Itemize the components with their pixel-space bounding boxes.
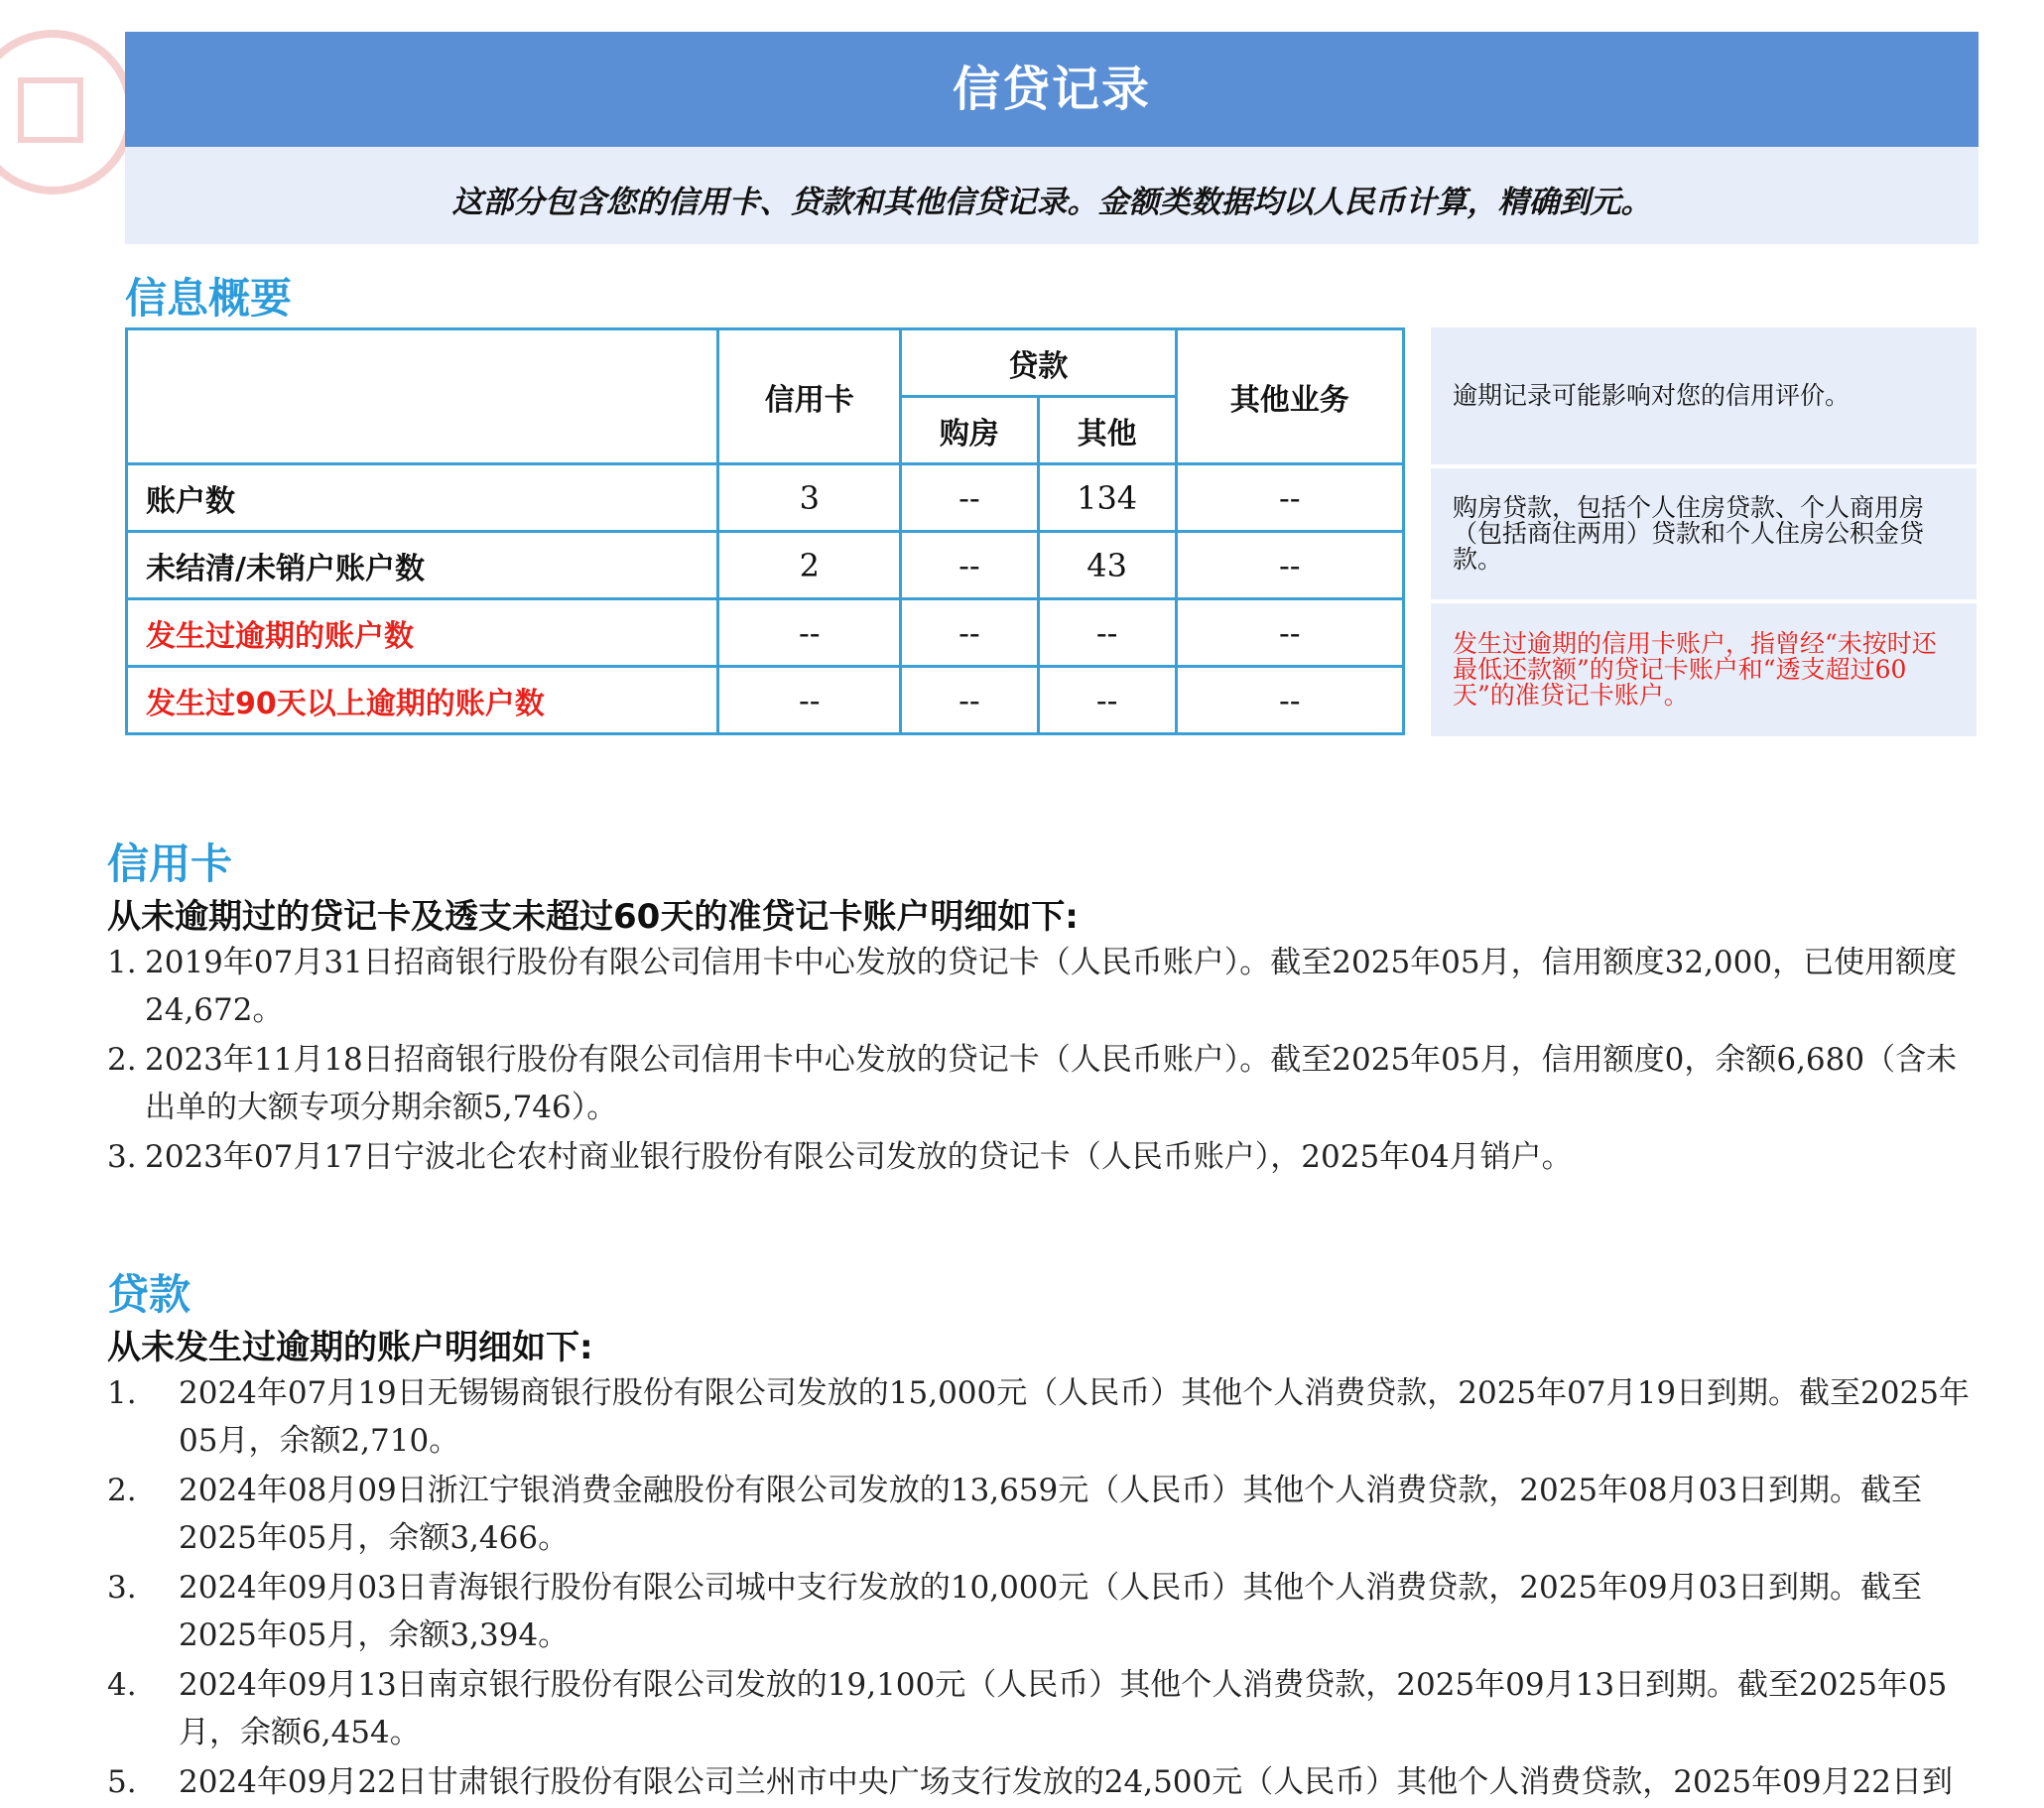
item-number: 1. xyxy=(107,1375,137,1411)
list-item xyxy=(107,939,1982,1034)
section-title-overview: 信息概要 xyxy=(125,274,293,323)
list-item xyxy=(107,1564,1992,1659)
item-number: 1. xyxy=(107,945,137,980)
header-other-business: 其他业务 xyxy=(1176,329,1403,464)
cell-other-business: -- xyxy=(1176,464,1403,532)
note-overdue-definition: 发生过逾期的信用卡账户，指曾经“未按时还最低还款额”的贷记卡账户和“透支超过60天”的准贷记卡账户。 xyxy=(1431,603,1977,736)
item-number: 5. xyxy=(107,1764,137,1800)
cell-credit-card: -- xyxy=(718,667,901,734)
list-item xyxy=(107,1369,1992,1465)
cell-housing: -- xyxy=(901,667,1039,734)
overview-table xyxy=(125,327,1405,735)
cell-other: -- xyxy=(1038,599,1176,667)
item-text: 2024年07月19日无锡锡商银行股份有限公司发放的15,000元（人民币）其他个人消费贷款，2025年07月19日到期。截至2025年05月，余额2,710。 xyxy=(179,1375,1970,1459)
cell-other: 43 xyxy=(1038,532,1176,599)
list-item xyxy=(107,1661,1992,1756)
table-row xyxy=(127,464,1404,532)
cell-housing: -- xyxy=(901,532,1039,599)
item-number: 3. xyxy=(107,1570,137,1606)
cell-housing: -- xyxy=(901,599,1039,667)
item-number: 2. xyxy=(107,1042,137,1078)
note-overdue-impact: 逾期记录可能影响对您的信用评价。 xyxy=(1431,327,1977,464)
row-label: 未结清/未销户账户数 xyxy=(127,532,718,599)
header-loan-other: 其他 xyxy=(1038,397,1176,464)
cell-credit-card: 3 xyxy=(718,464,901,532)
item-number: 3. xyxy=(107,1139,137,1175)
cell-other-business: -- xyxy=(1176,532,1403,599)
page-description: 这部分包含您的信用卡、贷款和其他信贷记录。金额类数据均以人民币计算，精确到元。 xyxy=(125,147,1979,244)
loans-subheading: 从未发生过逾期的账户明细如下: xyxy=(107,1328,593,1367)
list-item xyxy=(107,1467,1992,1562)
item-text: 2023年07月17日宁波北仑农村商业银行股份有限公司发放的贷记卡（人民币账户），2025年04月销户。 xyxy=(145,1139,1573,1175)
header-loan: 贷款 xyxy=(901,329,1176,397)
cell-other: 134 xyxy=(1038,464,1176,532)
list-item xyxy=(107,1758,1992,1806)
cell-credit-card: -- xyxy=(718,599,901,667)
cell-other: -- xyxy=(1038,667,1176,734)
credit-card-subheading: 从未逾期过的贷记卡及透支未超过60天的准贷记卡账户明细如下: xyxy=(107,897,1079,937)
row-label: 发生过逾期的账户数 xyxy=(127,599,718,667)
cell-other-business: -- xyxy=(1176,667,1403,734)
seal-stamp-mark xyxy=(0,30,135,194)
page-title: 信贷记录 xyxy=(125,32,1979,147)
item-text: 2023年11月18日招商银行股份有限公司信用卡中心发放的贷记卡（人民币账户）。截至2025年05月，信用额度0，余额6,680（含未出单的大额专项分期余额5,746）。 xyxy=(145,1042,1958,1125)
table-row xyxy=(127,667,1404,734)
note-housing-loan: 购房贷款，包括个人住房贷款、个人商用房（包括商住两用）贷款和个人住房公积金贷款。 xyxy=(1431,468,1977,599)
cell-other-business: -- xyxy=(1176,599,1403,667)
watermark xyxy=(765,1174,914,1344)
list-item xyxy=(107,1036,1982,1131)
item-text: 2024年09月13日南京银行股份有限公司发放的19,100元（人民币）其他个人消费贷款，2025年09月13日到期。截至2025年05月，余额6,454。 xyxy=(179,1667,1948,1750)
table-row xyxy=(127,532,1404,599)
item-text: 2019年07月31日招商银行股份有限公司信用卡中心发放的贷记卡（人民币账户）。截至2025年05月，信用额度32,000，已使用额度24,672。 xyxy=(145,945,1958,1028)
row-label: 账户数 xyxy=(127,464,718,532)
table-corner-header xyxy=(127,329,718,464)
header-loan-housing: 购房 xyxy=(901,397,1039,464)
section-title-credit-card: 信用卡 xyxy=(107,839,233,888)
item-number: 2. xyxy=(107,1473,137,1508)
table-row xyxy=(127,599,1404,667)
item-text: 2024年09月03日青海银行股份有限公司城中支行发放的10,000元（人民币）其他个人消费贷款，2025年09月03日到期。截至2025年05月，余额3,394。 xyxy=(179,1570,1923,1653)
item-text: 2024年08月09日浙江宁银消费金融股份有限公司发放的13,659元（人民币）其他个人消费贷款，2025年08月03日到期。截至2025年05月，余额3,466。 xyxy=(179,1473,1923,1556)
item-text: 2024年09月22日甘肃银行股份有限公司兰州市中央广场支行发放的24,500元（人民币）其他个人消费贷款，2025年09月22日到 xyxy=(179,1764,1954,1800)
cell-housing: -- xyxy=(901,464,1039,532)
section-title-loans: 贷款 xyxy=(107,1270,192,1319)
loans-list xyxy=(107,1369,1992,1808)
header-credit-card: 信用卡 xyxy=(718,329,901,464)
list-item xyxy=(107,1133,1982,1181)
item-number: 4. xyxy=(107,1667,137,1703)
cell-credit-card: 2 xyxy=(718,532,901,599)
credit-card-list xyxy=(107,939,1982,1183)
row-label: 发生过90天以上逾期的账户数 xyxy=(127,667,718,734)
